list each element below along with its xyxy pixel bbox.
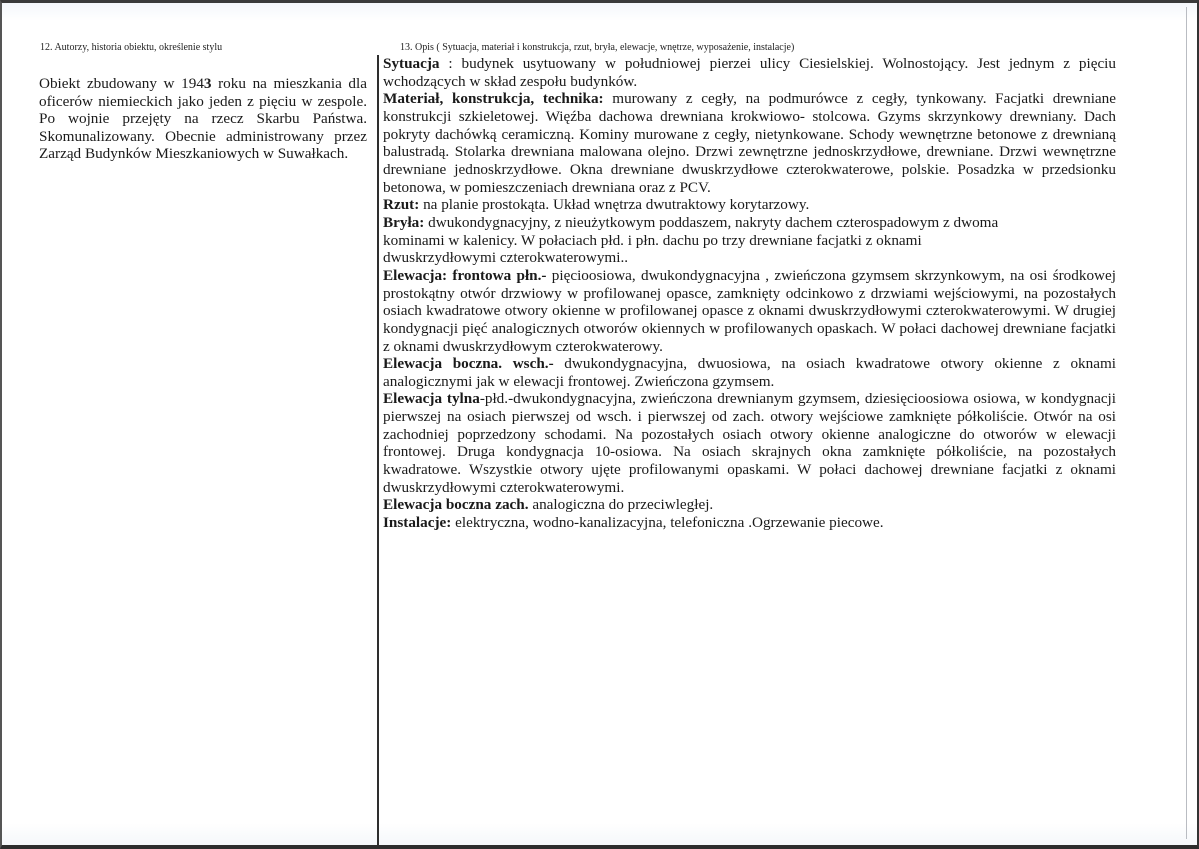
text-rzut: na planie prostokąta. Układ wnętrza dwutraktowy korytarzowy. bbox=[419, 196, 810, 214]
text-elewacja-boczna-wsch: dwukondygnacyjna, dwuosiowa, na osiach kwadratowe otwory okienne z oknami analogicznymi jak w elewacji frontowej. Zwieńczona gzymsem. bbox=[383, 355, 1117, 390]
section-12-header: 12. Autorzy, historia obiektu, określenie stylu bbox=[40, 42, 223, 53]
section-13-body bbox=[383, 55, 1116, 532]
text-sytuacja: : budynek usytuowany w południowej pierzei ulicy Ciesielskiej. Wolnostojący. Jest jednym z pięciu wchodzących w skład zespołu budynków. bbox=[383, 55, 1116, 90]
paragraph-elewacja-frontowa bbox=[383, 267, 1116, 355]
history-text-start: Obiekt zbudowany w 194 bbox=[39, 75, 204, 92]
label-sytuacja: Sytuacja bbox=[383, 55, 440, 72]
paragraph-elewacja-boczna-wsch bbox=[383, 355, 1116, 390]
year-corrected-digit: 3 bbox=[203, 75, 212, 92]
paragraph-rzut bbox=[383, 196, 1116, 214]
paragraph-sytuacja bbox=[383, 55, 1116, 90]
history-text-end: roku na mieszkania dla oficerów niemieckich jako jeden z pięciu w zespole. Po wojnie przejęty na rzecz Skarbu Państwa. Skomunalizowany. Obecnie administrowany przez Zarząd Budynków Mieszkaniowych w Suwałkach. bbox=[39, 75, 367, 163]
label-elewacja-boczna: Elewacja boczna bbox=[383, 355, 499, 373]
label-rzut: Rzut: bbox=[383, 196, 420, 214]
section-13-header: 13. Opis ( Sytuacja, materiał i konstrukcja, rzut, bryła, elewacje, wnętrze, wyposażenie, instalacje) bbox=[400, 42, 795, 53]
paragraph-material bbox=[383, 90, 1116, 196]
label-elewacja-tylna: Elewacja tylna bbox=[383, 390, 480, 408]
label-wsch: . wsch.- bbox=[498, 355, 554, 373]
text-elewacja-boczna-zach: analogiczna do przeciwległej. bbox=[528, 496, 714, 514]
history-paragraph bbox=[39, 75, 367, 163]
text-instalacje: elektryczna, wodno-kanalizacyjna, telefoniczna .Ogrzewanie piecowe. bbox=[451, 514, 884, 532]
label-instalacje: Instalacje: bbox=[383, 514, 452, 532]
text-bryla: dwukondygnacyjny, z nieużytkowym poddaszem, nakryty dachem czterospadowym z dwoma kominami w kalenicy. W połaciach płd. i płn. dachu po trzy drewniane facjatki z oknami dwuskrzydłowymi czterokwaterowymi.. bbox=[383, 213, 999, 267]
section-12-body bbox=[39, 75, 367, 163]
label-material: Materiał, konstrukcja, technika: bbox=[383, 90, 604, 108]
text-elewacja-frontowa: pięcioosiowa, dwukondygnacyjna , zwieńczona gzymsem skrzynkowym, na osi środkowej prostokątny otwór drzwiowy w profilowanej opasce, zamknięty odcinkowo z drzwiami wejściowymi, na pozostałych osiach kwadratowe otwory okienne w profilowanej opasce z oknami dwuskrzydłowymi czterokwaterowymi. W drugiej kondygnacji pięć analogicznych otworów okiennych w profilowanych opaskach. W połaci dachowej drewniane facjatki z oknami dwuskrzydłowym czterokwaterowy. bbox=[383, 266, 1116, 355]
paragraph-elewacja-tylna bbox=[383, 390, 1116, 496]
column-divider bbox=[377, 55, 379, 845]
text-material: murowany z cegły, na podmurówce z cegły, tynkowany. Facjatki drewniane konstrukcji szkieletowej. Więźba dachowa drewniana krokwiowo- stolcowa. Gzyms skrzynkowy drewniany. Dach pokryty dachówką ceramiczną. Kominy murowane z cegły, nietynkowane. Schody wewnętrzne betonowe z drewnianą balustradą. Stolarka drewniana malowana olejno. Drzwi zewnętrzne jednoskrzydłowe, drewniane. Drzwi wewnętrzne drewniane jednoskrzydłowe. Okna drewniane dwuskrzydłowe czterokwaterowe, polskie. Posadzka w przedsionku betonowa, w pomieszczeniach drewniana oraz z PCV. bbox=[383, 90, 1117, 196]
label-bryla: Bryła: bbox=[383, 213, 425, 231]
paragraph-instalacje bbox=[383, 514, 1116, 532]
page-edge-line bbox=[1186, 7, 1187, 839]
text-elewacja-tylna: -płd.-dwukondygnacyjna, zwieńczona drewnianym gzymsem, dziesięcioosiowa osiowa, w kondygnacji pierwszej na osiach pierwszej od wsch. i pierwszej od zach. otwory wejściowe zamknięte półkoliście. Otwór na osi zachodniej poprzedzony schodami. Na pozostałych osiach otwory okienne analogiczne do otworów w elewacji frontowej. Druga kondygnacja 10-osiowa. Na osiach skrajnych okna zamknięte półkoliście, na pozostałych kwadratowe. Wszystkie otwory ujęte profilowanymi opaskami. W połaci dachowej drewniane facjatki z oknami dwuskrzydłowymi czterokwaterowymi. bbox=[383, 390, 1116, 496]
label-elewacja-boczna-zach: Elewacja boczna zach. bbox=[383, 496, 529, 514]
paragraph-elewacja-boczna-zach bbox=[383, 496, 1116, 514]
paragraph-bryla bbox=[383, 214, 1033, 267]
label-elewacja-frontowa: Elewacja: frontowa płn.- bbox=[383, 266, 547, 284]
